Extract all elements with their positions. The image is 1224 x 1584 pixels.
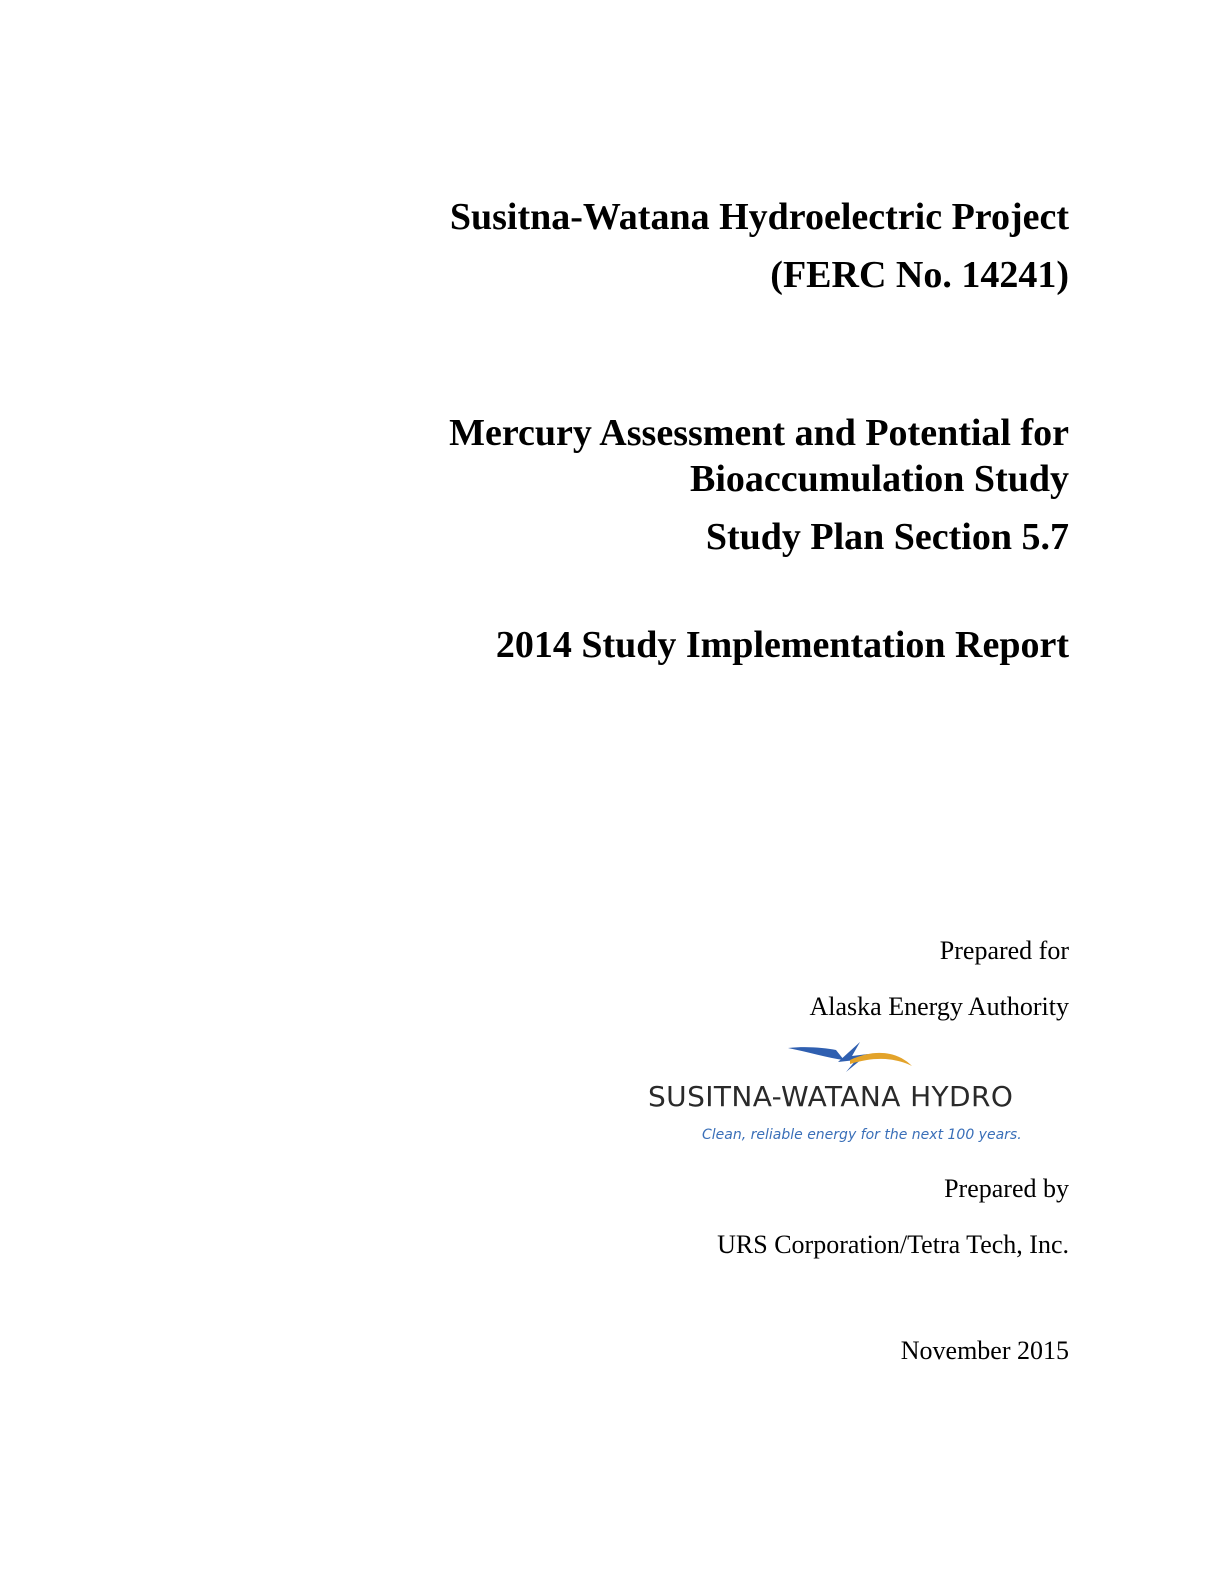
prepared-for-label <box>940 936 1069 966</box>
report-date-text: November 2015 <box>900 1336 1069 1365</box>
prepared-for-org-text: Alaska Energy Authority <box>809 992 1069 1021</box>
project-title-line-2: (FERC No. 14241) <box>770 254 1069 296</box>
study-title <box>449 410 1069 502</box>
lightning-swoosh-icon <box>780 1038 920 1078</box>
logo-tagline: Clean, reliable energy for the next 100 years. <box>702 1127 1022 1143</box>
ferc-number <box>770 252 1069 298</box>
prepared-for-org <box>810 992 1069 1022</box>
prepared-by-org <box>717 1230 1069 1260</box>
susitna-watana-hydro-logo <box>640 1038 1070 1156</box>
prepared-by-label <box>944 1174 1069 1204</box>
prepared-for-label-text: Prepared for <box>939 936 1069 965</box>
logo-name: SUSITNA-WATANA HYDRO <box>648 1080 1014 1113</box>
report-date <box>901 1336 1069 1366</box>
study-title-line-2: Bioaccumulation Study <box>689 458 1069 500</box>
prepared-by-org-text: URS Corporation/Tetra Tech, Inc. <box>717 1230 1069 1259</box>
study-plan-section <box>706 514 1069 560</box>
report-title-text: 2014 Study Implementation Report <box>495 624 1069 666</box>
report-title <box>496 622 1069 668</box>
project-title <box>450 194 1069 240</box>
study-title-line-1: Mercury Assessment and Potential for <box>449 412 1069 454</box>
prepared-by-label-text: Prepared by <box>944 1174 1069 1203</box>
study-plan-section-text: Study Plan Section 5.7 <box>705 516 1069 558</box>
project-title-line-1: Susitna-Watana Hydroelectric Project <box>449 196 1069 238</box>
